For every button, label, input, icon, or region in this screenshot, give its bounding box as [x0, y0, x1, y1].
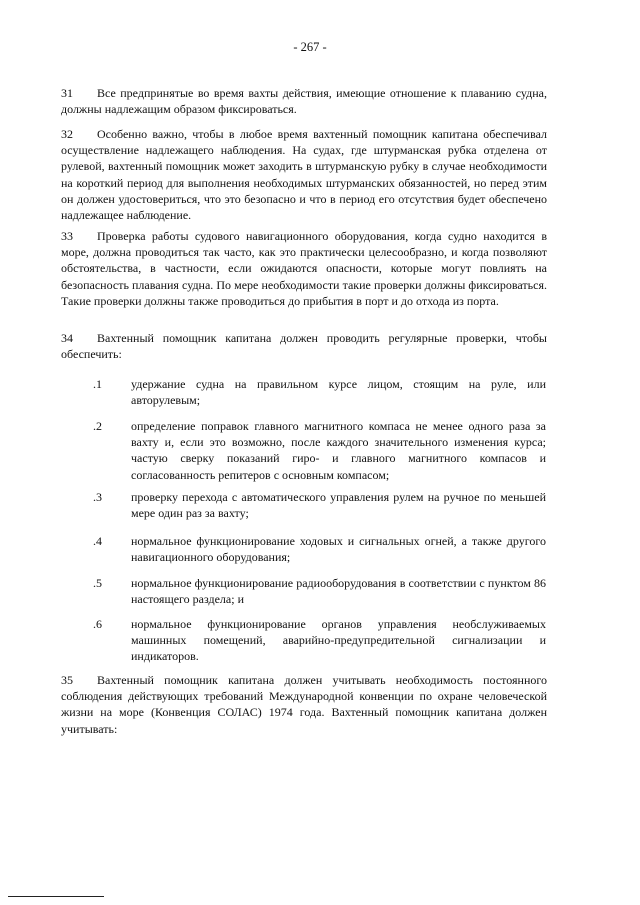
list-item-number: .1: [93, 377, 102, 391]
page-number: - 267 -: [293, 40, 327, 54]
list-item-number: .2: [93, 419, 102, 433]
list-item-text: удержание судна на правильном курсе лицом, стоящим на руле, или авторулевым;: [131, 377, 546, 408]
list-item-text: нормальное функционирование органов управления необслуживаемых машинных помещений, аварийно-предупредительной сигнализации и индикаторов.: [131, 617, 546, 664]
footnote-separator: [8, 896, 104, 897]
paragraph-text: Проверка работы судового навигационного оборудования, когда судно находится в море, должна проводиться так часто, как это практически целесообразно, и когда позволяют обстоятельства, в частности, если ожидаются опасности, которые могут повлиять на безопасность плавания судна. По мере необходимости такие проверки должны фиксироваться. Такие проверки должны также проводиться до прибытия в порт и до отхода из порта.: [61, 229, 547, 308]
paragraph-number: 32: [61, 127, 73, 141]
list-item-number: .5: [93, 576, 102, 590]
paragraph-number: 34: [61, 331, 73, 345]
paragraph-number: 35: [61, 673, 73, 687]
paragraph-number: 33: [61, 229, 73, 243]
list-item-text: определение поправок главного магнитного компаса не менее одного раза за вахту и, если это возможно, после каждого значительного изменения курса; частую сверку показаний гиро- и главного магнитного компасов и согласованность репитеров с основным компасом;: [131, 419, 546, 482]
list-item-text: нормальное функционирование ходовых и сигнальных огней, а также другого навигационного оборудования;: [131, 534, 546, 565]
paragraph-32: [61, 126, 547, 223]
list-item-number: .3: [93, 490, 102, 504]
paragraph-text: Вахтенный помощник капитана должен проводить регулярные проверки, чтобы обеспечить:: [61, 331, 547, 362]
list-item-text: нормальное функционирование радиооборудования в соответствии с пунктом 86 настоящего раздела; и: [131, 576, 546, 607]
paragraph-33: [61, 228, 547, 309]
list-item-text: проверку перехода с автоматического управления рулем на ручное по меньшей мере один раз за вахту;: [131, 490, 546, 521]
paragraph-text: Все предпринятые во время вахты действия, имеющие отношение к плаванию судна, должны надлежащим образом фиксироваться.: [61, 86, 547, 117]
paragraph-number: 31: [61, 86, 73, 100]
list-item-number: .6: [93, 617, 102, 631]
paragraph-text: Особенно важно, чтобы в любое время вахтенный помощник капитана обеспечивал осуществление надлежащего наблюдения. На судах, где штурманская рубка отделена от рулевой, вахтенный помощник может заходить в штурманскую рубку в случае необходимости на короткий период для выполнения необходимых штурманских обязанностей, но перед этим он должен удостовериться, что это безопасно и что в период его отсутствия будет обеспечено надлежащее наблюдение.: [61, 127, 547, 223]
paragraph-31: [61, 85, 547, 117]
paragraph-text: Вахтенный помощник капитана должен учитывать необходимость постоянного соблюдения действующих требований Международной конвенции по охране человеческой жизни на море (Конвенция СОЛАС) 1974 года. Вахтенный помощник капитана должен учитывать:: [61, 673, 547, 736]
list-item-number: .4: [93, 534, 102, 548]
paragraph-35: [61, 672, 547, 737]
paragraph-34: [61, 330, 547, 362]
